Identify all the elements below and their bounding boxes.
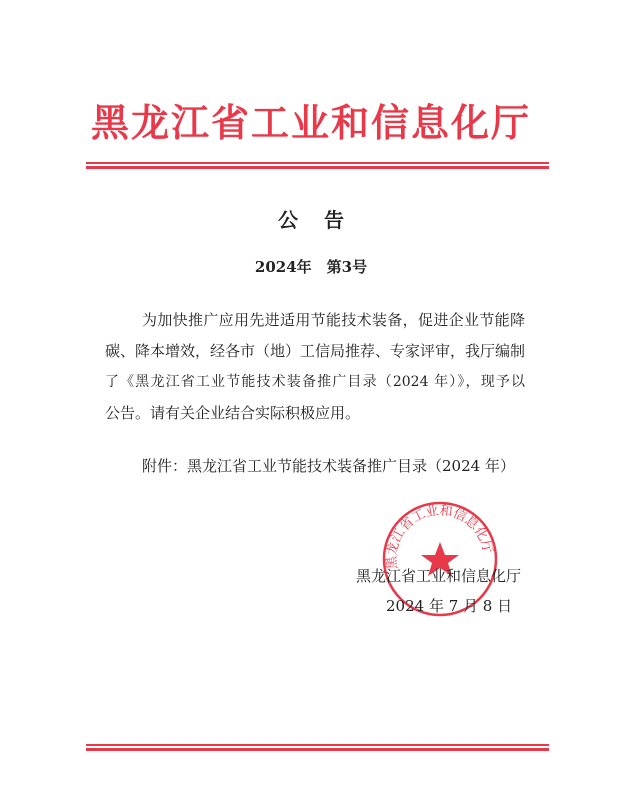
header-red-line-thin <box>86 162 549 164</box>
header-red-line-thick <box>86 166 549 169</box>
attachment-line: 附件：黑龙江省工业节能技术装备推广目录（2024 年） <box>142 457 515 475</box>
issuer-header: 黑龙江省工业和信息化厅 <box>90 101 531 145</box>
footer-red-line-thick <box>86 748 549 751</box>
document-number: 2024年 第3号 <box>254 258 368 276</box>
body-line: 碳、降本增效，经各市（地）工信局推荐、专家评审，我厅编制 <box>105 342 526 360</box>
body-line: 为加快推广应用先进适用节能技术装备，促进企业节能降 <box>142 311 525 329</box>
footer-red-line-thin <box>86 744 549 746</box>
signature-organization: 黑龙江省工业和信息化厅 <box>356 567 522 585</box>
seal-text: 黑龙江省工业和信息化厅 <box>384 503 495 570</box>
signature-date: 2024 年 7 月 8 日 <box>386 597 513 615</box>
body-line: 公告。请有关企业结合实际积极应用。 <box>105 404 361 422</box>
body-line: 了《黑龙江省工业节能技术装备推广目录（2024 年）》，现予以 <box>105 374 525 390</box>
notice-title: 公告 <box>278 208 370 232</box>
